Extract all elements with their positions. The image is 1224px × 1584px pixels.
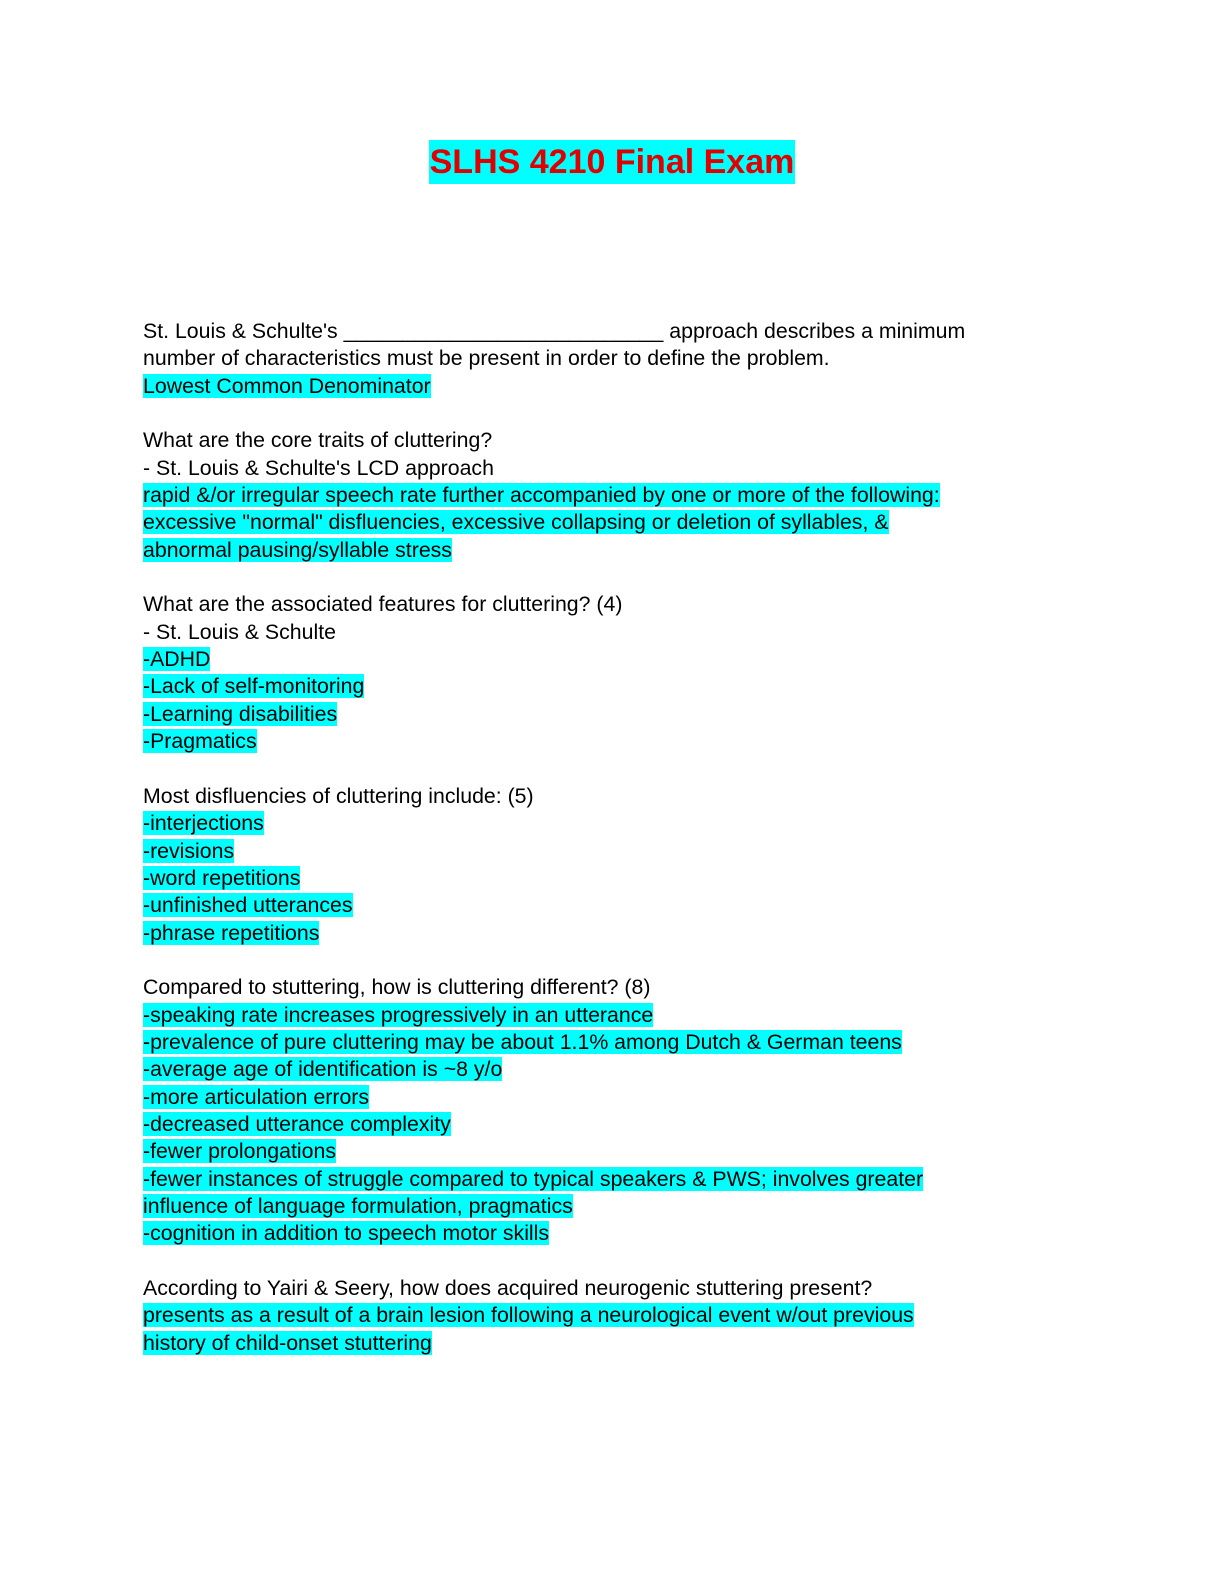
answer-text: influence of language formulation, pragmatics (143, 1194, 573, 1218)
answer-text: -decreased utterance complexity (143, 1111, 451, 1136)
answer-line (143, 673, 1083, 700)
qa-block-2 (143, 427, 1083, 564)
answer-line (143, 1220, 1083, 1247)
answer-line (143, 537, 1083, 564)
answer-line (143, 892, 1083, 919)
title-wrapper (0, 140, 1224, 184)
answer-text: -revisions (143, 838, 235, 863)
question-line: St. Louis & Schulte's ___________________________ approach describes a minimum (143, 319, 966, 343)
answer-line (143, 1302, 1083, 1329)
answer-text: -phrase repetitions (143, 920, 320, 945)
answer-text: history of child-onset stuttering (143, 1330, 432, 1355)
answer-line (143, 865, 1083, 892)
qa-block-6 (143, 1275, 1083, 1357)
answer-line (143, 1330, 1083, 1357)
answer-text: abnormal pausing/syllable stress (143, 537, 452, 562)
answer-line (143, 1029, 1083, 1056)
answer-line (143, 1111, 1083, 1138)
qa-block-3 (143, 591, 1083, 755)
question-line: What are the associated features for cluttering? (4) (143, 592, 623, 617)
answer-text: -interjections (143, 811, 264, 836)
qa-block-5 (143, 974, 1083, 1247)
answer-line (143, 373, 1083, 400)
answer-line (143, 1138, 1083, 1165)
answer-line (143, 810, 1083, 837)
answer-text: -Lack of self-monitoring (143, 674, 365, 699)
answer-line (143, 646, 1083, 673)
answer-text: -Learning disabilities (143, 701, 338, 726)
answer-text: -speaking rate increases progressively in an utterance (143, 1002, 654, 1027)
answer-line (143, 1166, 1083, 1193)
answer-text: excessive "normal" disfluencies, excessive collapsing or deletion of syllables, & (143, 510, 889, 535)
qa-block-4 (143, 783, 1083, 947)
answer-text: -prevalence of pure cluttering may be about 1.1% among Dutch & German teens (143, 1029, 902, 1054)
page-title: SLHS 4210 Final Exam (429, 140, 796, 184)
qa-block-1 (143, 318, 1083, 400)
answer-text: -ADHD (143, 647, 211, 672)
answer-text: -average age of identification is ~8 y/o (143, 1057, 503, 1082)
answer-line (143, 1193, 1083, 1220)
answer-text: -more articulation errors (143, 1084, 370, 1109)
answer-line (143, 838, 1083, 865)
answer-text: -unfinished utterances (143, 893, 353, 918)
answer-text: -Pragmatics (143, 729, 257, 754)
answer-text: -word repetitions (143, 865, 301, 890)
answer-text: -fewer instances of struggle compared to typical speakers & PWS; involves greater (143, 1166, 924, 1191)
question-line: What are the core traits of cluttering? (143, 428, 493, 453)
answer-line (143, 1056, 1083, 1083)
question-line: - St. Louis & Schulte's LCD approach (143, 455, 494, 480)
question-line: Most disfluencies of cluttering include: (5) (143, 783, 534, 808)
answer-line (143, 920, 1083, 947)
answer-line (143, 482, 1083, 509)
question-line: number of characteristics must be present in order to define the problem. (143, 346, 830, 371)
answer-text: rapid &/or irregular speech rate further accompanied by one or more of the following: (143, 483, 940, 508)
answer-line (143, 509, 1083, 536)
answer-text: Lowest Common Denominator (143, 373, 431, 398)
answer-text: -fewer prolongations (143, 1139, 336, 1164)
question-line: - St. Louis & Schulte (143, 619, 336, 644)
question-line: Compared to stuttering, how is cluttering different? (8) (143, 975, 651, 1000)
document-body (143, 318, 1083, 1384)
answer-line (143, 728, 1083, 755)
answer-line (143, 1084, 1083, 1111)
answer-line (143, 1002, 1083, 1029)
question-line: According to Yairi & Seery, how does acquired neurogenic stuttering present? (143, 1276, 873, 1301)
answer-text: presents as a result of a brain lesion following a neurological event w/out previous (143, 1303, 914, 1328)
answer-line (143, 701, 1083, 728)
answer-text: -cognition in addition to speech motor skills (143, 1221, 550, 1246)
